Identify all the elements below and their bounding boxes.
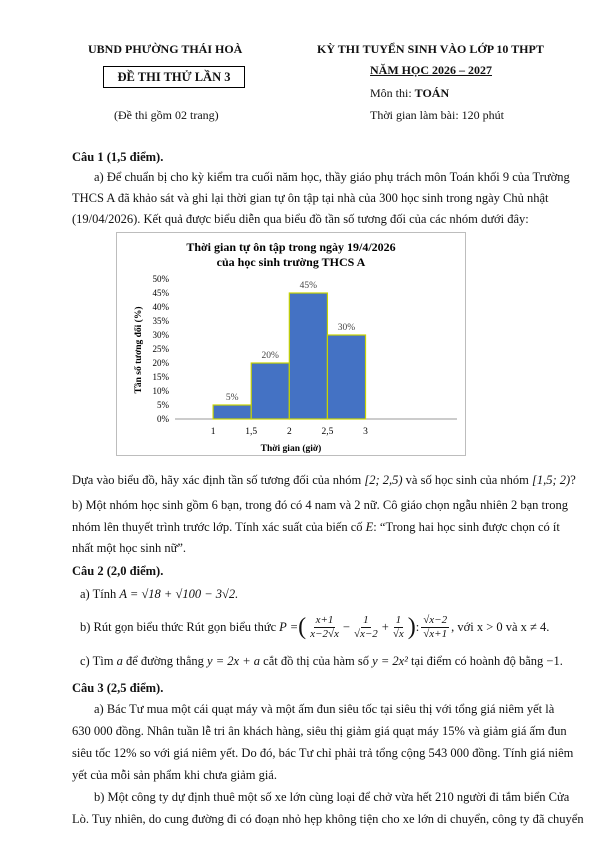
y-tick-label: 35%: [152, 316, 169, 326]
q2-frac1-den: x−2√x: [310, 628, 339, 640]
x-tick-label: 1,5: [245, 427, 258, 437]
q2-a-expr: A = √18 + √100 − 3√2.: [119, 587, 239, 601]
q2-frac3-den: √x: [392, 628, 404, 640]
x-tick-label: 3: [363, 427, 368, 437]
subject-label: Môn thi:: [370, 86, 415, 100]
time-label: Thời gian làm bài: 120 phút: [370, 108, 504, 122]
exam-label-box: [103, 66, 245, 88]
q2-frac2-den: √x−2: [353, 628, 378, 640]
q3-b-line2: Lò. Tuy nhiên, do cung đường đi có đoạn nhỏ hẹp không tiện cho xe lớn di chuyển, công ty đã chuyển: [72, 812, 584, 826]
y-tick-label: 45%: [152, 288, 169, 298]
left-org: UBND PHƯỜNG THÁI HOÀ: [88, 42, 243, 56]
q1-after-pre: Dựa vào biểu đồ, hãy xác định tần số tương đối của nhóm: [72, 473, 365, 487]
q2-c-end: tại điểm có hoành độ bằng −1.: [407, 654, 563, 668]
q1-a-line3: (19/04/2026). Kết quả được biểu diễn qua biểu đồ tần số tương đối của các nhóm dưới đây:: [72, 212, 529, 226]
q1-group1: [2; 2,5): [364, 473, 403, 487]
q3-heading: Câu 3 (2,5 điểm).: [72, 681, 164, 695]
q2-c-pre: c) Tìm: [80, 654, 117, 668]
q2-c-a: a: [116, 654, 123, 668]
q3-a-line2: 630 000 đồng. Nhân tuần lễ tri ân khách hàng, siêu thị giảm giá quạt máy 15% và giảm giá ấm đun: [72, 724, 567, 738]
right-title: KỲ THI TUYỂN SINH VÀO LỚP 10 THPT: [317, 42, 544, 56]
chart-y-label: Tần số tương đối (%): [134, 306, 144, 394]
q2-c-mid: để đường thẳng: [122, 654, 208, 668]
y-tick-label: 50%: [152, 274, 169, 284]
chart-title: Thời gian tự ôn tập trong ngày 19/4/2026: [186, 240, 396, 254]
histogram-bar: [327, 335, 365, 419]
q1-b-line1: b) Một nhóm học sinh gồm 6 bạn, trong đó có 4 nam và 2 nữ. Cô giáo chọn ngẫu nhiên 2 bạn trong: [72, 498, 568, 512]
q2-c-fn: y = 2x²: [372, 654, 408, 668]
q3-a-line1: a) Bác Tư mua một cái quạt máy và một ấm đun siêu tốc tại siêu thị với tổng giá niêm yết là: [94, 702, 555, 716]
q1-heading: Câu 1 (1,5 điểm).: [72, 150, 164, 164]
q2-frac1: [308, 614, 341, 641]
chart-subtitle: của học sinh trường THCS A: [216, 255, 366, 269]
q2-plus: +: [381, 620, 389, 634]
q2-frac2: [352, 614, 380, 641]
q2-minus: −: [342, 620, 350, 634]
bar-data-label: 20%: [261, 351, 279, 361]
q2-c: [80, 654, 563, 669]
y-tick-label: 10%: [152, 386, 169, 396]
histogram-chart: [116, 232, 466, 456]
q2-right-paren: ): [407, 614, 416, 640]
q2-frac3-num: 1: [395, 614, 402, 626]
q2-frac1-num: x+1: [315, 614, 334, 626]
y-tick-label: 20%: [152, 358, 169, 368]
y-tick-label: 0%: [157, 414, 169, 424]
q1-after-mid: và số học sinh của nhóm: [402, 473, 533, 487]
pages-note: (Đề thi gồm 02 trang): [114, 108, 219, 122]
y-tick-label: 25%: [152, 344, 169, 354]
q1-b-line2: [72, 520, 560, 535]
q1-b-event: E: [365, 520, 374, 534]
q2-colon: :: [415, 620, 420, 634]
q1-b-line2-end: : “Trong hai học sinh được chọn có ít: [373, 520, 560, 534]
q1-group2: [1,5; 2): [532, 473, 571, 487]
bar-data-label: 30%: [337, 323, 356, 333]
q1-a-line2: THCS A đã khảo sát và ghi lại thời gian tự ôn tập tại nhà của 300 học sinh trong ngày Chủ nhật: [72, 191, 549, 205]
school-year: NĂM HỌC 2026 – 2027: [370, 63, 492, 77]
q1-after-chart: [72, 473, 576, 488]
q3-a-line4: yết của mỗi sản phẩm khi chưa giảm giá.: [72, 768, 277, 782]
bar-data-label: 5%: [225, 393, 239, 403]
subject-name: TOÁN: [414, 86, 450, 100]
q2-c-line: y = 2x + a: [207, 654, 261, 668]
q3-a-line3: siêu tốc 12% so với giá niêm yết. Do đó, bác Tư chỉ phải trả tổng cộng 543 000 đồng. Tính giá niêm: [72, 746, 574, 760]
chart-svg: [117, 233, 465, 455]
q2-frac4: [421, 614, 449, 641]
q2-heading: Câu 2 (2,0 điểm).: [72, 564, 164, 578]
q1-after-end: ?: [570, 473, 576, 487]
y-tick-label: 15%: [152, 372, 169, 382]
chart-x-label: Thời gian (giờ): [260, 444, 322, 454]
exam-label: ĐỀ THI THỬ LẦN 3: [117, 69, 231, 84]
x-tick-label: 2,5: [321, 427, 334, 437]
q1-b-line3: nhất một học sinh nữ”.: [72, 541, 187, 555]
chart-marks: [153, 274, 458, 437]
x-tick-label: 1: [210, 427, 216, 437]
histogram-bar: [289, 293, 327, 419]
q2-frac4-den: √x+1: [423, 628, 448, 640]
bar-data-label: 45%: [299, 281, 318, 291]
y-tick-label: 5%: [157, 400, 169, 410]
q1-b-line2-text: nhóm lên thuyết trình trước lớp. Tính xác suất của biến cố: [72, 520, 366, 534]
q3-b-line1: b) Một công ty dự định thuê một số xe lớn cùng loại để chở vừa hết 210 người đi tắm biển Cửa: [94, 790, 570, 804]
q2-a-pre: a) Tính: [80, 587, 120, 601]
q2-b-cond: , với x > 0 và x ≠ 4.: [451, 620, 550, 634]
q2-left-paren: (: [298, 614, 307, 640]
q2-b-pre: b) Rút gọn biểu thức Rút gọn biểu thức: [80, 620, 277, 634]
q1-a-line1: a) Để chuẩn bị cho kỳ kiểm tra cuối năm học, thầy giáo phụ trách môn Toán khối 9 của Trường: [94, 170, 570, 184]
y-tick-label: 40%: [152, 302, 169, 312]
q2-b: [80, 614, 549, 641]
q2-a: [80, 587, 238, 602]
q2-frac2-num: 1: [363, 614, 369, 626]
q2-frac3: [391, 614, 406, 641]
q2-c-mid2: cắt đồ thị của hàm số: [260, 654, 373, 668]
x-tick-label: 2: [286, 427, 292, 437]
y-tick-label: 30%: [152, 330, 169, 340]
histogram-bar: [251, 363, 289, 419]
q2-b-P: P =: [279, 620, 299, 634]
subject-line: [370, 86, 449, 101]
q2-frac4-num: √x−2: [423, 614, 448, 626]
histogram-bar: [213, 405, 251, 419]
